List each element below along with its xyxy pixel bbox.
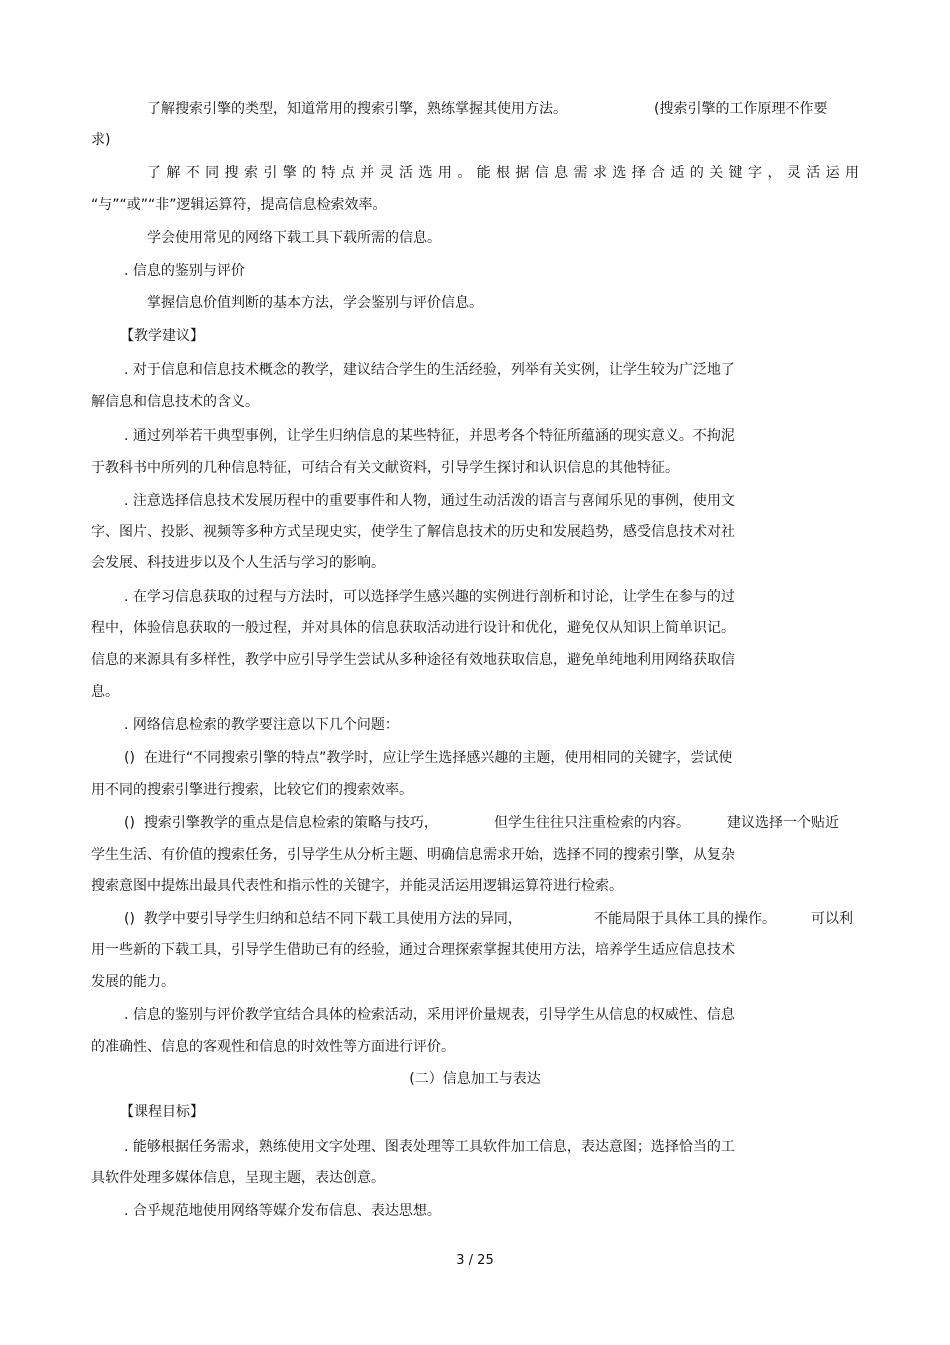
text-line: 可以利: [811, 911, 853, 927]
text-line: 具软件处理多媒体信息，呈现主题，表达创意。: [91, 1170, 385, 1186]
text-line: () 在进行“不同搜索引擎的特点”教学时，应让学生选择感兴趣的主题，使用相同的关键字，尝试使: [124, 750, 733, 766]
text-line: . 能够根据任务需求，熟练使用文字处理、图表处理等工具软件加工信息，表达意图；选择恰当的工: [124, 1139, 735, 1155]
section-heading: 【教学建议】: [120, 328, 204, 344]
page-number: 3 / 25: [456, 1253, 494, 1268]
section-heading: 【课程目标】: [120, 1104, 204, 1120]
text-line: 学生生活、有价值的搜索任务，引导学生从分析主题、明确信息需求开始，选择不同的搜索引擎，从复杂: [91, 847, 735, 863]
text-line: () 搜索引擎教学的重点是信息检索的策略与技巧，: [124, 815, 438, 831]
text-line: 不能局限于具体工具的操作。: [594, 911, 776, 927]
text-line: 用不同的搜索引擎进行搜索，比较它们的搜索效率。: [91, 782, 413, 798]
text-line: . 通过列举若干典型事例，让学生归纳信息的某些特征，并思考各个特征所蕴涵的现实意义。不拘泥: [124, 428, 735, 444]
text-line: 学会使用常见的网络下载工具下载所需的信息。: [147, 230, 441, 246]
text-line: . 信息的鉴别与评价教学宜结合具体的检索活动，采用评价量规表，引导学生从信息的权威性、信息: [124, 1007, 735, 1023]
text-line: 了解不同搜索引擎的特点并灵活选用。能根据信息需求选择合适的关键字，灵活运用: [147, 165, 859, 181]
text-line: 发展的能力。: [91, 974, 175, 990]
text-line: 的准确性、信息的客观性和信息的时效性等方面进行评价。: [91, 1039, 455, 1055]
text-line: 程中，体验信息获取的一般过程，并对具体的信息获取活动进行设计和优化，避免仅从知识上简单识记。: [91, 620, 735, 636]
text-line: 但学生往往只注重检索的内容。: [494, 815, 690, 831]
text-line: . 在学习信息获取的过程与方法时，可以选择学生感兴趣的实例进行剖析和讨论，让学生在参与的过: [124, 589, 735, 605]
text-line: 于教科书中所列的几种信息特征，可结合有关文献资料，引导学生探讨和认识信息的其他特征。: [91, 460, 679, 476]
section-heading: . 信息的鉴别与评价: [124, 263, 245, 279]
text-line: 用一些新的下载工具，引导学生借助已有的经验，通过合理探索掌握其使用方法，培养学生适应信息技术: [91, 942, 735, 958]
text-line: 掌握信息价值判断的基本方法，学会鉴别与评价信息。: [147, 295, 483, 311]
text-line: () 教学中要引导学生归纳和总结不同下载工具使用方法的异同，: [124, 911, 522, 927]
text-line: . 对于信息和信息技术概念的教学，建议结合学生的生活经验，列举有关实例，让学生较为广泛地了: [124, 362, 735, 378]
text-line: 解信息和信息技术的含义。: [91, 394, 259, 410]
text-line: . 注意选择信息技术发展历程中的重要事件和人物，通过生动活泼的语言与喜闻乐见的事例，使用文: [124, 493, 735, 509]
text-line: (搜索引擎的工作原理不作要: [654, 101, 828, 117]
text-line: 了解搜索引擎的类型，知道常用的搜索引擎，熟练掌握其使用方法。: [147, 101, 567, 117]
text-line: . 合乎规范地使用网络等媒介发布信息、表达思想。: [124, 1203, 441, 1219]
text-line: . 网络信息检索的教学要注意以下几个问题：: [124, 717, 399, 733]
text-line: 信息的来源具有多样性，教学中应引导学生尝试从多种途径有效地获取信息，避免单纯地利用网络获取信: [91, 652, 735, 668]
text-line: 字、图片、投影、视频等多种方式呈现史实，使学生了解信息技术的历史和发展趋势，感受信息技术对社: [91, 524, 735, 540]
text-line: “与”“或”“非”逻辑运算符，提高信息检索效率。: [91, 197, 387, 213]
section-title: (二）信息加工与表达: [409, 1071, 541, 1087]
text-line: 息。: [91, 684, 119, 700]
text-line: 建议选择一个贴近: [727, 815, 839, 831]
text-line: 搜索意图中提炼出最具代表性和指示性的关键字，并能灵活运用逻辑运算符进行检索。: [91, 878, 623, 894]
text-line: 求): [91, 132, 111, 148]
text-line: 会发展、科技进步以及个人生活与学习的影响。: [91, 555, 385, 571]
